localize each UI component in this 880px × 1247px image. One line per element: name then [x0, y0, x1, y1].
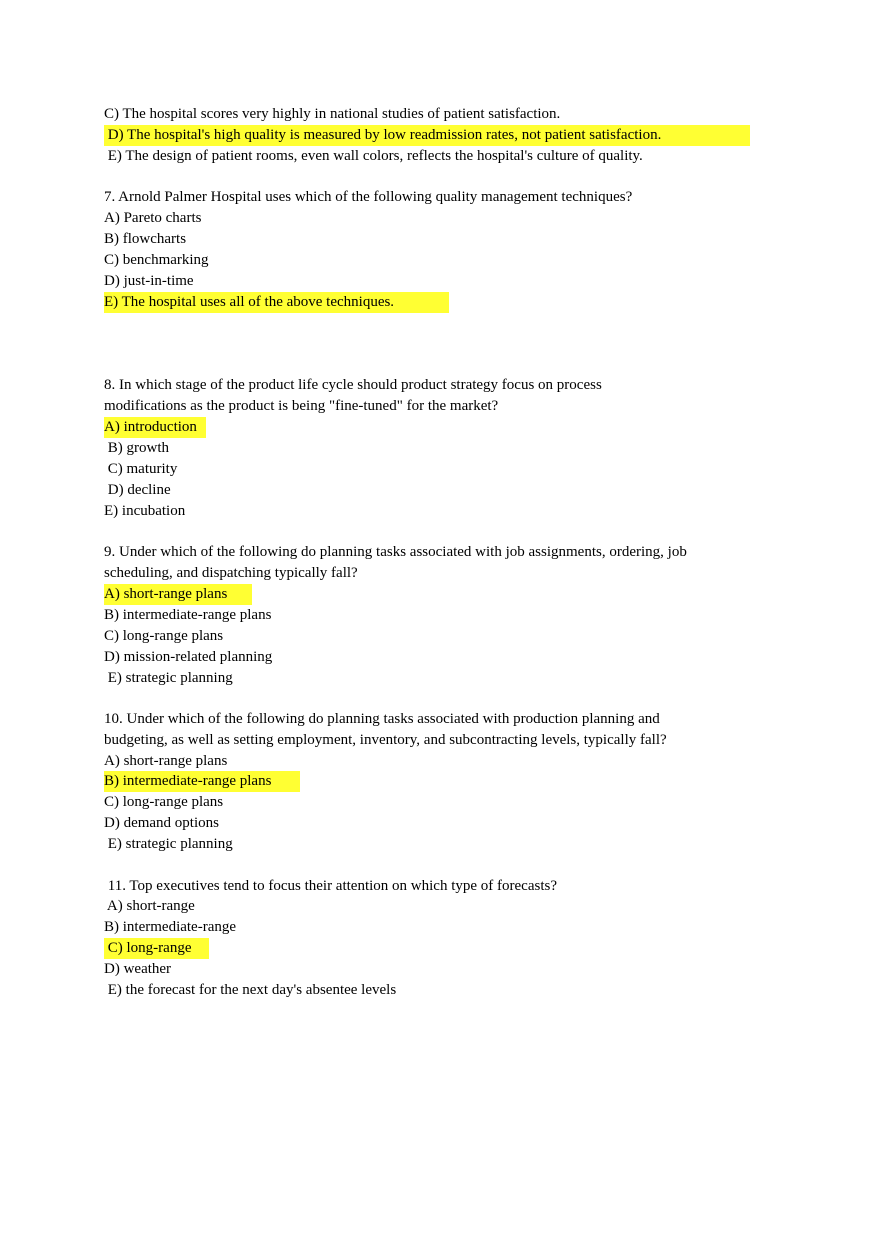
q8-option-d: D) decline — [104, 482, 171, 498]
q10-option-d: D) demand options — [104, 815, 219, 831]
q10-option-a: A) short-range plans — [104, 753, 228, 769]
q10-question-line1: 10. Under which of the following do planning tasks associated with production planning and — [104, 711, 660, 727]
q7-question: 7. Arnold Palmer Hospital uses which of the following quality management techniques? — [104, 189, 633, 205]
q9-option-a-highlighted: A) short-range plans — [104, 584, 252, 605]
q10-option-c: C) long-range plans — [104, 794, 224, 810]
q8-option-b: B) growth — [104, 440, 169, 456]
q6-option-c: C) The hospital scores very highly in national studies of patient satisfaction. — [104, 106, 561, 122]
q11-option-e: E) the forecast for the next day's absentee levels — [104, 982, 397, 998]
q8-option-a-highlighted: A) introduction — [104, 417, 206, 438]
q10-question-line2: budgeting, as well as setting employment, inventory, and subcontracting levels, typically fall? — [104, 732, 667, 748]
q7-option-c: C) benchmarking — [104, 252, 209, 268]
q9-question-line2: scheduling, and dispatching typically fall? — [104, 565, 358, 581]
q9-question-line1: 9. Under which of the following do planning tasks associated with job assignments, ordering, job — [104, 544, 687, 560]
q7-option-b: B) flowcharts — [104, 231, 187, 247]
q11-option-b: B) intermediate-range — [104, 919, 237, 935]
q7-option-a: A) Pareto charts — [104, 210, 202, 226]
q11-option-c-highlighted: C) long-range — [104, 938, 209, 959]
q8-option-e: E) incubation — [104, 503, 186, 519]
q9-option-b: B) intermediate-range plans — [104, 607, 272, 623]
q8-question-line1: 8. In which stage of the product life cycle should product strategy focus on process — [104, 377, 602, 393]
q11-question: 11. Top executives tend to focus their attention on which type of forecasts? — [104, 878, 557, 894]
q8-question-line2: modifications as the product is being "fine-tuned" for the market? — [104, 398, 499, 414]
q6-option-e: E) The design of patient rooms, even wall colors, reflects the hospital's culture of quality. — [104, 148, 643, 164]
q8-option-c: C) maturity — [104, 461, 178, 477]
q7-option-e-highlighted: E) The hospital uses all of the above techniques. — [104, 292, 449, 313]
q9-option-e: E) strategic planning — [104, 670, 233, 686]
q11-option-a: A) short-range — [104, 898, 195, 914]
q10-option-e: E) strategic planning — [104, 836, 233, 852]
q9-option-d: D) mission-related planning — [104, 649, 273, 665]
q9-option-c: C) long-range plans — [104, 628, 224, 644]
q6-option-d-highlighted: D) The hospital's high quality is measured by low readmission rates, not patient satisfaction. — [104, 125, 750, 146]
q10-option-b-highlighted: B) intermediate-range plans — [104, 771, 300, 792]
q7-option-d: D) just-in-time — [104, 273, 194, 289]
q11-option-d: D) weather — [104, 961, 172, 977]
